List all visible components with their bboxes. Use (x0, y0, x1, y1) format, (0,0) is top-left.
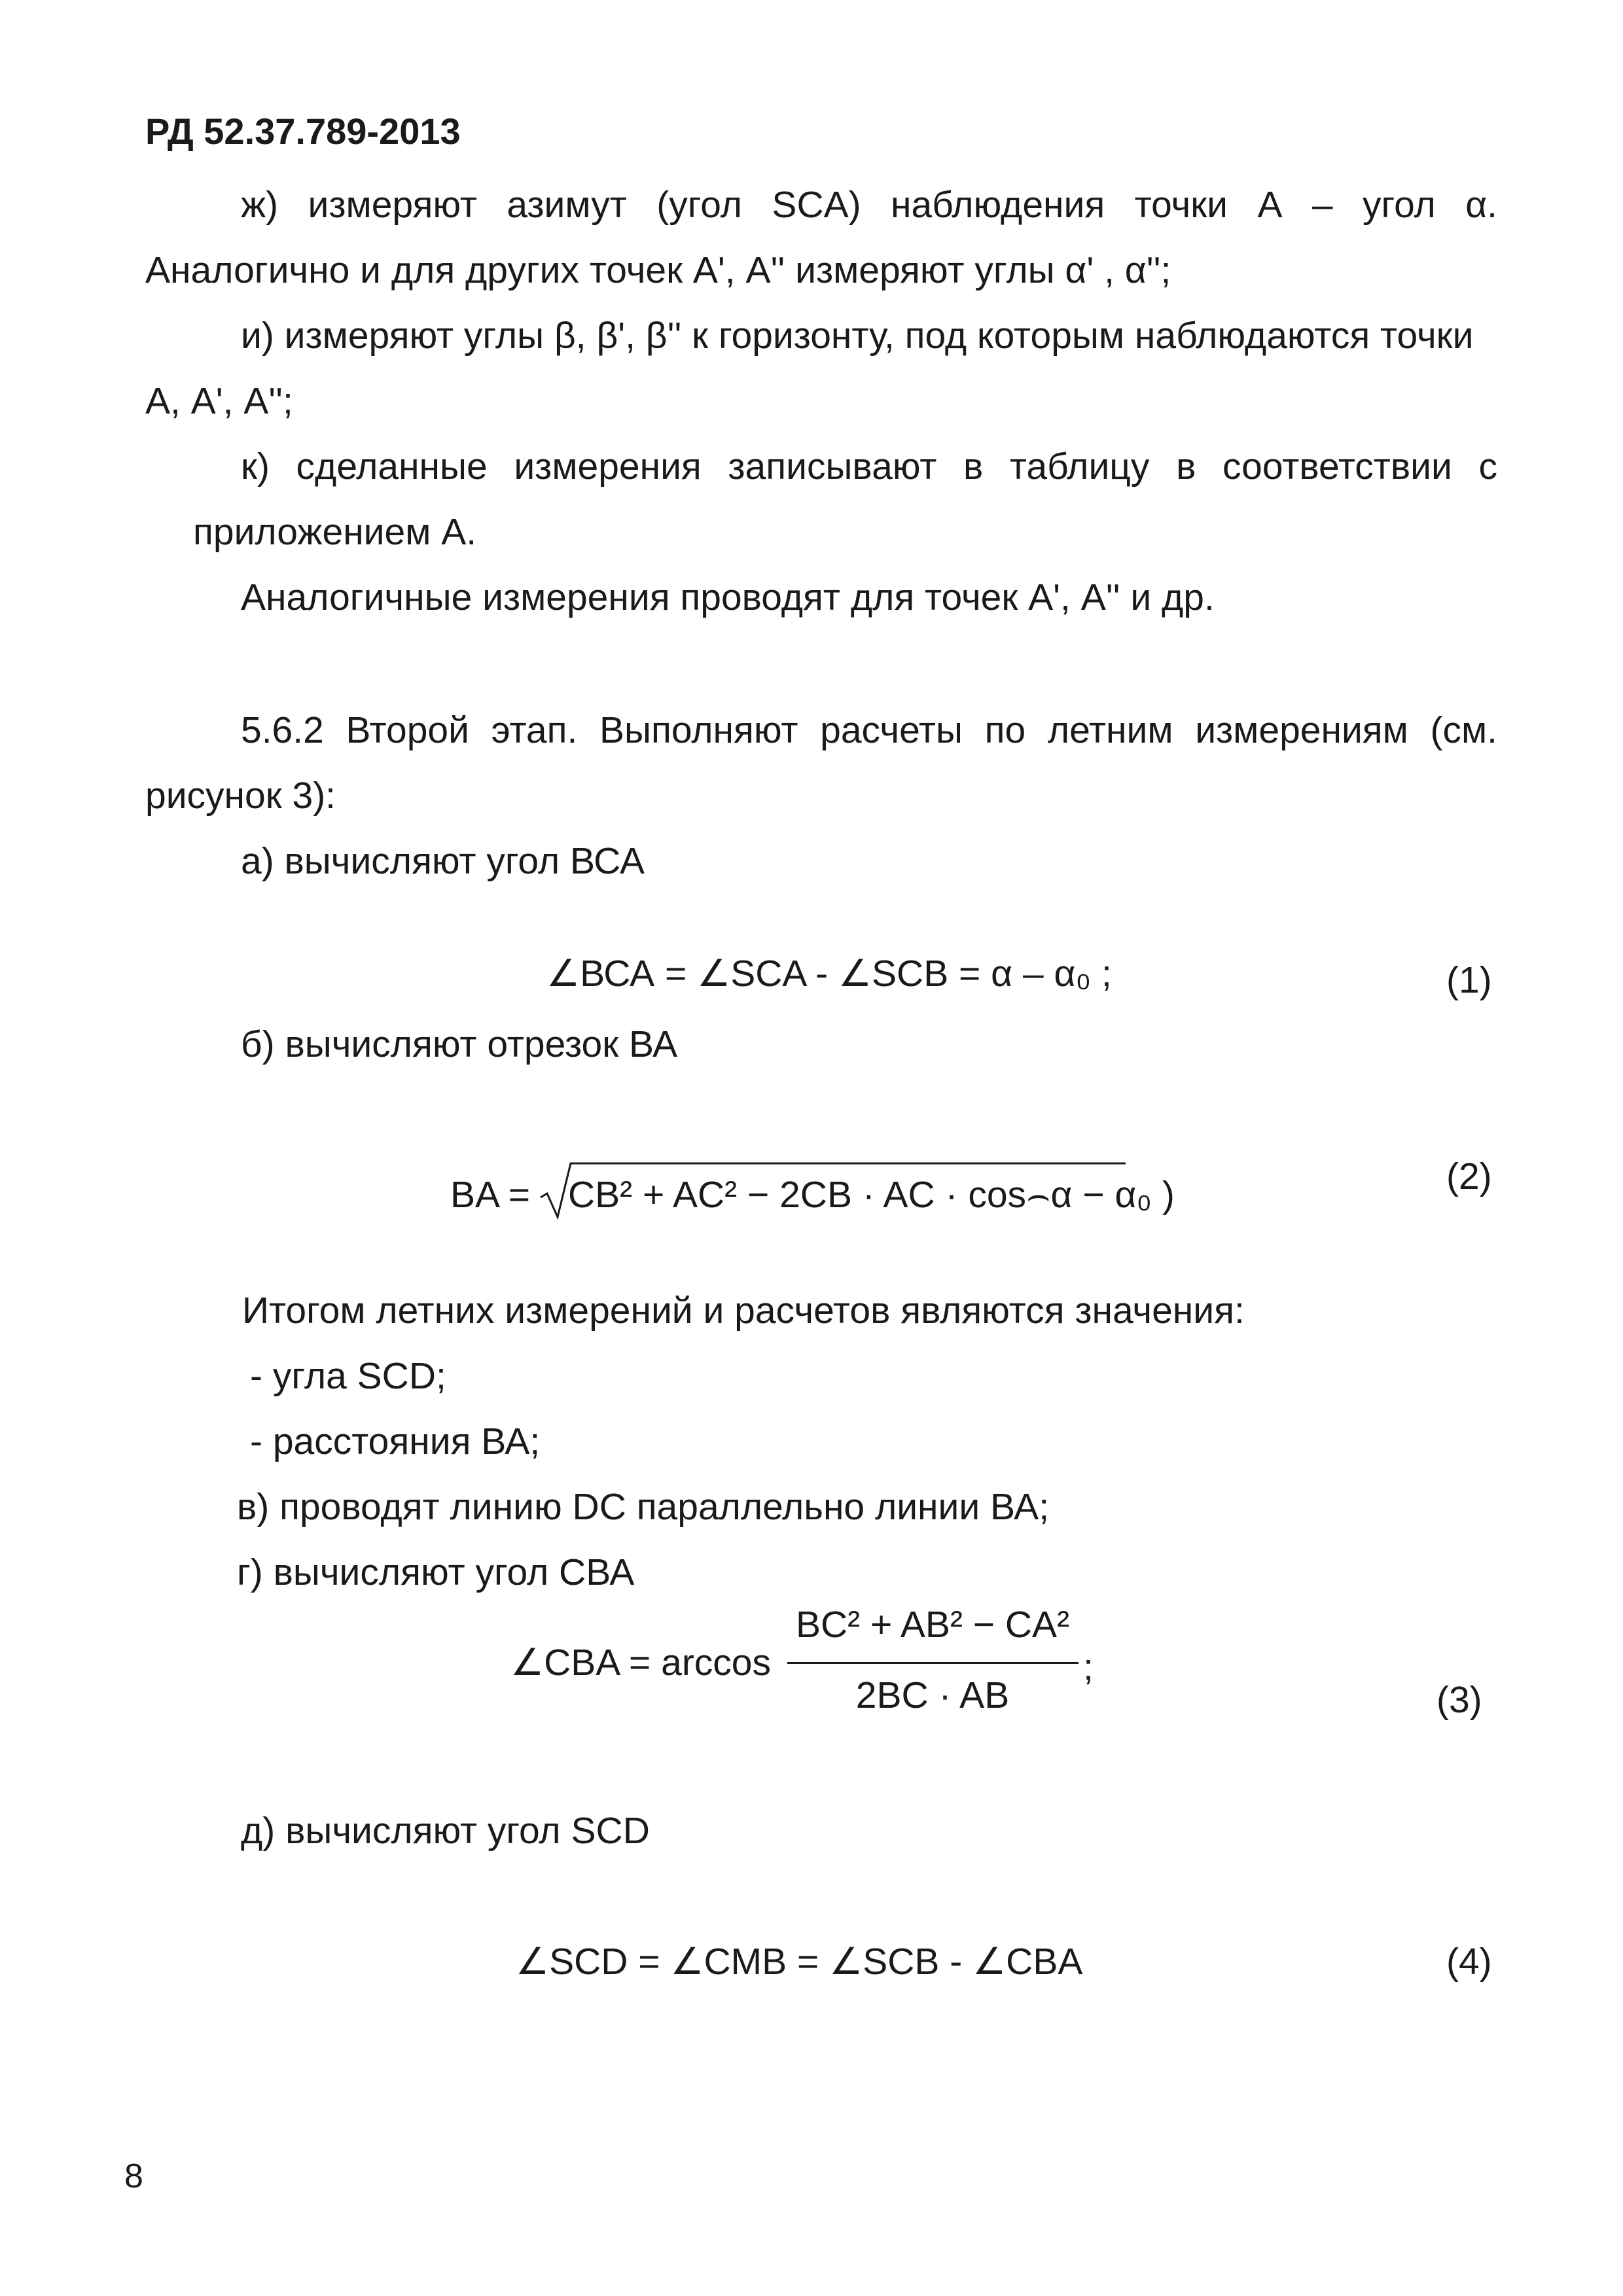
formula-3-denominator: 2BC · AB (855, 1674, 1010, 1716)
fraction-bar (787, 1662, 1079, 1664)
formula-2-radicand: CB² + AC² − 2CB · AC · cos⌢α − α₀ ) (568, 1174, 1175, 1216)
formula-4: ∠SCD = ∠CMB = ∠SCB - ∠CBA (516, 1941, 1083, 1983)
result-angle-scd: - угла SCD; (250, 1355, 446, 1397)
item-v: в) проводят линию DC параллельно линии ВА; (237, 1486, 1050, 1528)
item-a: а) вычисляют угол ВСА (241, 840, 645, 882)
formula-3-number: (3) (1436, 1679, 1482, 1721)
formula-2-number: (2) (1446, 1156, 1492, 1197)
results-intro: Итогом летних измерений и расчетов являются значения: (242, 1290, 1245, 1332)
paragraph-zh-line1: ж) измеряют азимут (угол SCA) наблюдения точки А – угол α. (241, 184, 1497, 226)
formula-3-left: ∠CBA = arccos (510, 1642, 771, 1684)
formula-3-semicolon: ; (1083, 1646, 1094, 1688)
formula-4-number: (4) (1446, 1941, 1492, 1983)
paragraph-k-line1: к) сделанные измерения записывают в таблицу в соответствии с (241, 446, 1497, 487)
formula-3-numerator: BC² + AB² − CA² (795, 1604, 1070, 1646)
paragraph-k-line2: приложением А. (193, 511, 477, 553)
paragraph-zh-line2: Аналогично и для других точек А', А'' измеряют углы α' , α''; (145, 249, 1171, 291)
section-5-6-2-line1: 5.6.2 Второй этап. Выполняют расчеты по летним измерениям (см. (241, 709, 1497, 751)
item-d: д) вычисляют угол SCD (241, 1810, 650, 1852)
section-5-6-2-line2: рисунок 3): (145, 775, 336, 817)
document-code: РД 52.37.789-2013 (145, 111, 461, 152)
formula-1: ∠ВСА = ∠SCA - ∠SCB = α – α₀ ; (546, 953, 1112, 995)
formula-2-left: BA = (450, 1174, 531, 1216)
paragraph-similar-measurements: Аналогичные измерения проводят для точек А', А'' и др. (241, 576, 1215, 618)
item-b: б) вычисляют отрезок ВА (241, 1023, 678, 1065)
paragraph-i-line1: и) измеряют углы β, β', β'' к горизонту, под которым наблюдаются точки (241, 315, 1474, 357)
page-number: 8 (124, 2157, 143, 2195)
paragraph-i-line2: А, А', А''; (145, 380, 293, 422)
formula-1-number: (1) (1446, 959, 1492, 1001)
result-distance-ba: - расстояния ВА; (250, 1421, 541, 1462)
item-g: г) вычисляют угол СВА (237, 1551, 635, 1593)
